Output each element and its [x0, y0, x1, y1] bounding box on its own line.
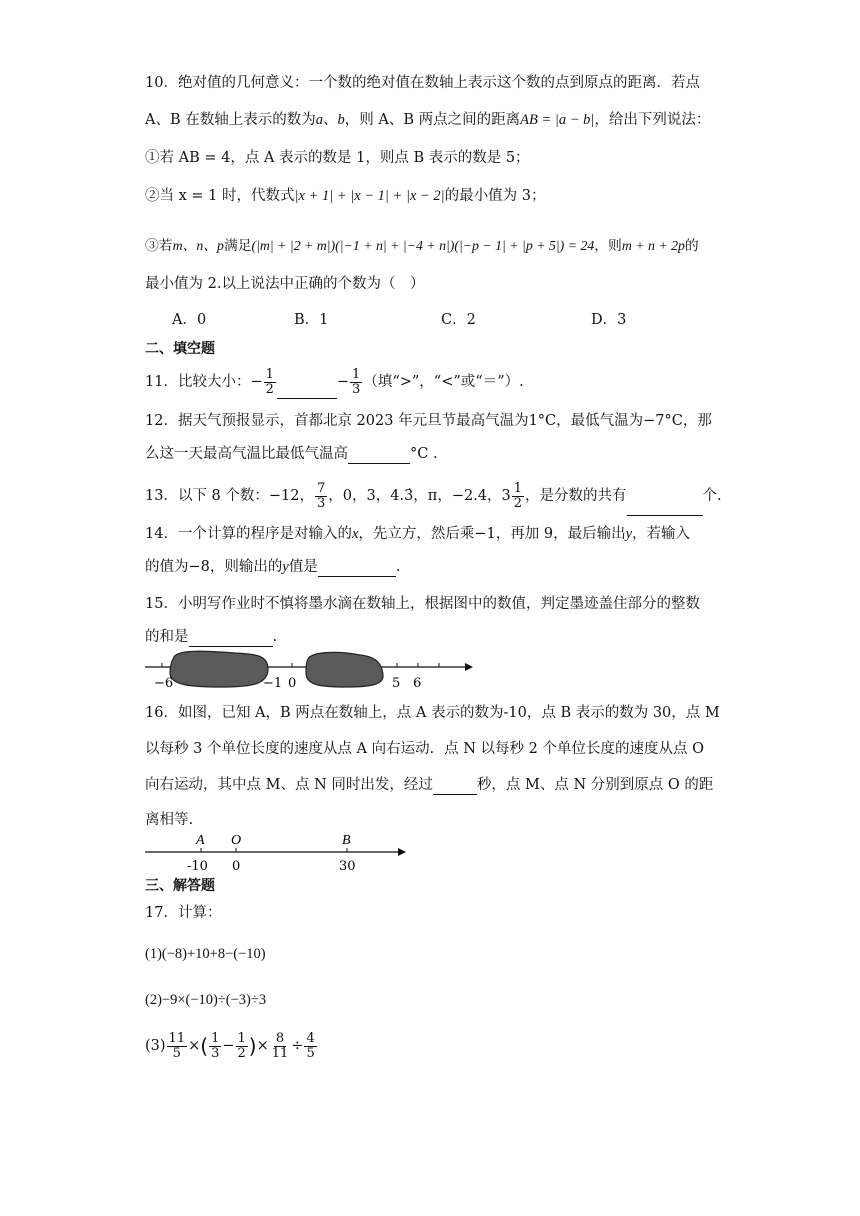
- q17-part2: (2)−9×(−10)÷(−3)÷3: [145, 992, 267, 1008]
- axis-arrow-icon: [398, 848, 406, 856]
- q16-line4: 离相等.: [145, 812, 194, 828]
- q10-line4: ②当 x = 1 时，代数式|x + 1| + |x − 1| + |x − 2|的最小值为 3；: [145, 188, 546, 204]
- fraction-third: $\frac{1}{3}$: [352, 366, 361, 397]
- q11: 11．比较大小：− $\frac{1}{2}$ − $\frac{1}{3}$ （填“>”，“<”或“＝”）.: [145, 365, 720, 399]
- tick-label-neg6: −6: [154, 676, 174, 691]
- q17-title: 17．计算：: [145, 905, 222, 921]
- section-solve: 三、解答题: [145, 878, 215, 894]
- label-a: A: [196, 833, 205, 848]
- tick-label-5: 5: [392, 676, 401, 691]
- q10-line6: 最小值为 2.以上说法中正确的个数为（ ）: [145, 276, 425, 292]
- q12-line2: 么这一天最高气温比最低气温高 °C .: [145, 446, 438, 462]
- q16-line3: 向右运动，其中点 M、点 N 同时出发，经过 秒，点 M、点 N 分别到原点 O 的距: [145, 777, 714, 793]
- q17-part3: (3) $\frac{11}{5}$ ×( $\frac{1}{3}$ − $\frac{1}{2}$ )× $\frac{8}{11}$ ÷ $\frac{4}{5}$: [145, 1030, 315, 1061]
- option-c[interactable]: C．2: [441, 312, 476, 328]
- q10-line1: 10．绝对值的几何意义：一个数的绝对值在数轴上表示这个数的点到原点的距离．若点: [145, 75, 700, 91]
- ink-blot-right: [306, 652, 383, 687]
- tick-label-neg1: −1: [263, 676, 283, 691]
- option-d[interactable]: D．3: [591, 312, 627, 328]
- ink-blot-left: [170, 651, 268, 687]
- value-b: 30: [339, 859, 356, 874]
- section-fill-blank: 二、填空题: [145, 341, 215, 357]
- q16-line1: 16．如图，已知 A，B 两点在数轴上，点 A 表示的数为-10，点 B 表示的数为 30，点 M: [145, 705, 720, 721]
- number-line-abo-figure: [140, 828, 420, 876]
- q13: 13．以下 8 个数：−12， $\frac{7}{3}$ ，0，3，4.3̇，π，−2.4，3 $\frac{1}{2}$ ，是分数的共有 个.: [145, 476, 720, 516]
- tick-label-6: 6: [413, 676, 422, 691]
- q15-line1: 15．小明写作业时不慎将墨水滴在数轴上，根据图中的数值，判定墨迹盖住部分的整数: [145, 596, 700, 612]
- answer-blank-13[interactable]: [627, 499, 703, 516]
- axis-arrow-icon: [465, 663, 473, 671]
- q17-part1: (1)(−8)+10+8−(−10): [145, 946, 266, 962]
- q16-line2: 以每秒 3 个单位长度的速度从点 A 向右运动．点 N 以每秒 2 个单位长度的速度从点 O: [145, 741, 704, 757]
- q14-line2: 的值为−8，则输出的y值是 .: [145, 559, 401, 575]
- q10-options: [172, 310, 720, 330]
- q10-line5: ③若m、n、p满足(|m| + |2 + m|)(|−1 + n| + |−4 + n|)(|−p − 1| + |p + 5|) = 24，则m + n + 2p的: [145, 238, 699, 254]
- number-line-ink-figure: [140, 645, 480, 695]
- answer-blank-16[interactable]: [433, 778, 477, 795]
- value-o: 0: [232, 859, 241, 874]
- q10-line2: A、B 在数轴上表示的数为a、b，则 A、B 两点之间的距离AB = |a − b|，给出下列说法：: [145, 112, 711, 128]
- value-a: -10: [187, 859, 208, 874]
- option-a[interactable]: A．0: [172, 312, 207, 328]
- option-b[interactable]: B．1: [294, 312, 329, 328]
- answer-blank-14[interactable]: [318, 560, 396, 577]
- q14-line1: 14．一个计算的程序是对输入的x，先立方，然后乘−1，再加 9，最后输出y，若输入: [145, 526, 691, 542]
- fraction-mixed-half: $\frac{1}{2}$: [513, 480, 523, 511]
- q15-line2: 的和是 .: [145, 629, 278, 645]
- tick-label-0: 0: [288, 676, 297, 691]
- fraction-half: $\frac{1}{2}$: [265, 366, 274, 397]
- q12-line1: 12．据天气预报显示，首都北京 2023 年元旦节最高气温为1°C，最低气温为−7°C，那: [145, 413, 712, 429]
- label-o: O: [231, 833, 242, 848]
- answer-blank-12[interactable]: [348, 447, 410, 464]
- q10-line3: ①若 AB = 4，点 A 表示的数是 1，则点 B 表示的数是 5；: [145, 150, 530, 166]
- fraction-seven-thirds: $\frac{7}{3}$: [317, 480, 326, 511]
- label-b: B: [342, 833, 351, 848]
- answer-blank-11[interactable]: [277, 382, 337, 399]
